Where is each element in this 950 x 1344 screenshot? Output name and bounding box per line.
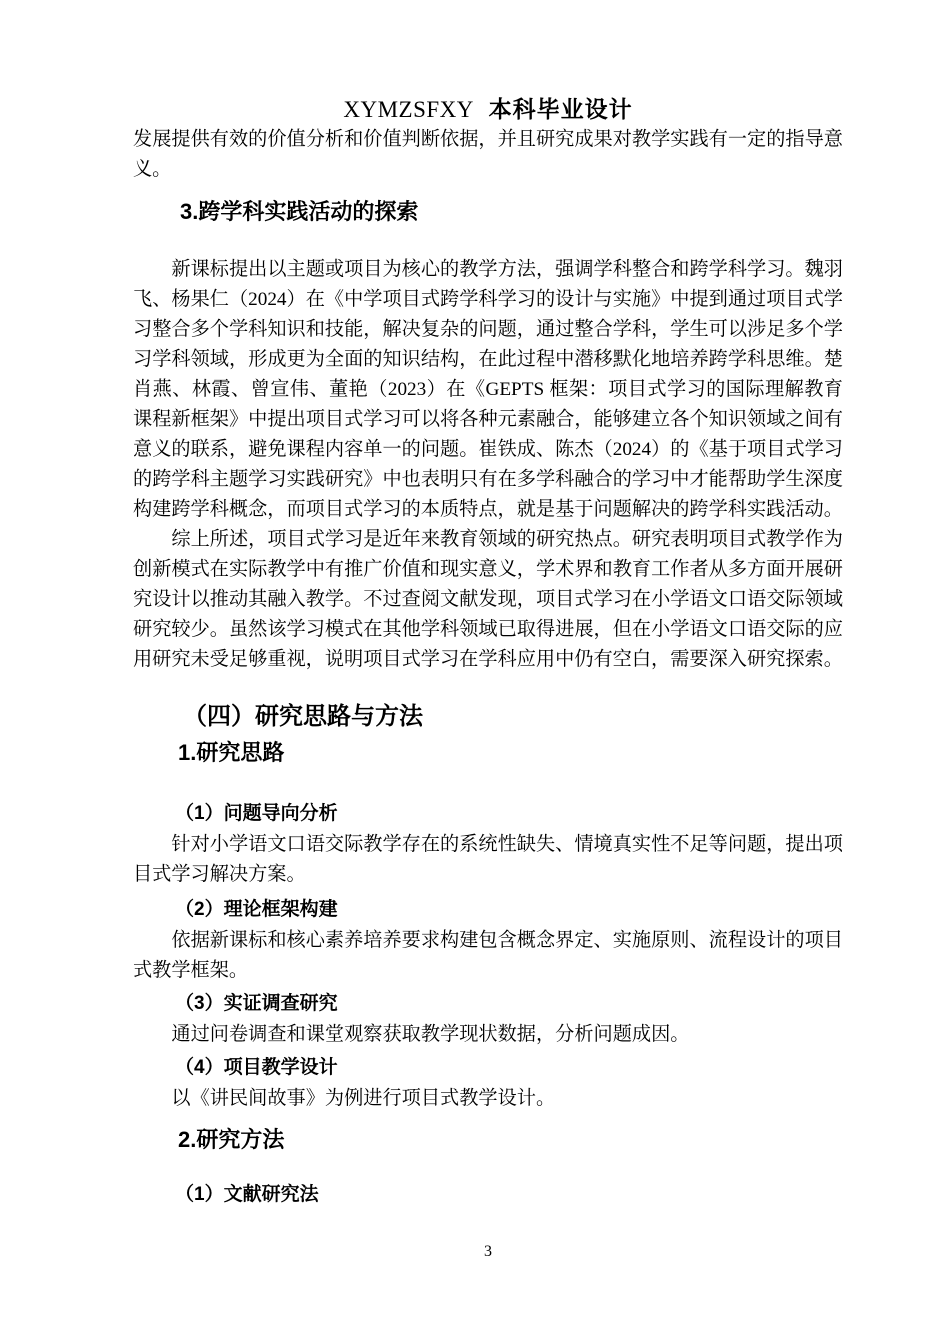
- paragraph-summary: 综上所述，项目式学习是近年来教育领域的研究热点。研究表明项目式教学作为创新模式在实际教学中有推广价值和现实意义，学术界和教育工作者从多方面开展研究设计以推动其融入教学。不过查阅文献发现，项目式学习在小学语文口语交际领域研究较少。虽然该学习模式在其他学科领域已取得进展，但在小学语文口语交际的应用研究未受足够重视，说明项目式学习在学科应用中仍有空白，需要深入研究探索。: [133, 529, 843, 670]
- heading-step-problem-analysis: （1）问题导向分析: [175, 803, 338, 824]
- heading-research-route: 1.研究思路: [178, 740, 285, 765]
- page-number: 3: [484, 1243, 492, 1260]
- header-school-code: XYMZSFXY: [343, 97, 474, 122]
- heading-section-4-research-approach: （四）研究思路与方法: [183, 703, 423, 730]
- paragraph-step-empirical-survey: 通过问卷调查和课堂观察获取教学现状数据，分析问题成因。: [171, 1024, 690, 1045]
- paragraph-interdisciplinary: 新课标提出以主题或项目为核心的教学方法，强调学科整合和跨学科学习。魏羽飞、杨果仁（2024）在《中学项目式跨学科学习的设计与实施》中提到通过项目式学习整合多个学科知识和技能，解决复杂的问题，通过整合学科，学生可以涉足多个学习学科领域，形成更为全面的知识结构，在此过程中潜移默化地培养跨学科思维。楚肖燕、林霞、曾宣伟、董艳（2023）在《GEPTS 框架：项目式学习的国际理解教育课程新框架》中提出项目式学习可以将各种元素融合，能够建立各个知识领域之间有意义的联系，避免课程内容单一的问题。崔铁成、陈杰（2024）的《基于项目式学习的跨学科主题学习实践研究》中也表明只有在多学科融合的学习中才能帮助学生深度构建跨学科概念，而项目式学习的本质特点，就是基于问题解决的跨学科实践活动。: [133, 259, 843, 520]
- heading-step-empirical-survey: （3）实证调查研究: [175, 993, 338, 1014]
- paragraph-intro-tail: 发展提供有效的价值分析和价值判断依据，并且研究成果对教学实践有一定的指导意义。: [133, 129, 843, 180]
- heading-method-literature-research: （1）文献研究法: [175, 1184, 319, 1205]
- page-header: [133, 95, 843, 125]
- heading-step-theory-framework: （2）理论框架构建: [175, 899, 338, 920]
- heading-interdisciplinary-practice: 3.跨学科实践活动的探索: [180, 199, 419, 224]
- paragraph-step-problem-analysis: 针对小学语文口语交际教学存在的系统性缺失、情境真实性不足等问题，提出项目式学习解决方案。: [133, 834, 843, 885]
- header-doc-type: 本科毕业设计: [488, 97, 633, 122]
- heading-step-project-design: （4）项目教学设计: [175, 1057, 338, 1078]
- paragraph-step-project-design: 以《讲民间故事》为例进行项目式教学设计。: [171, 1088, 556, 1109]
- paragraph-step-theory-framework: 依据新课标和核心素养培养要求构建包含概念界定、实施原则、流程设计的项目式教学框架。: [133, 930, 843, 981]
- heading-research-methods: 2.研究方法: [178, 1127, 285, 1152]
